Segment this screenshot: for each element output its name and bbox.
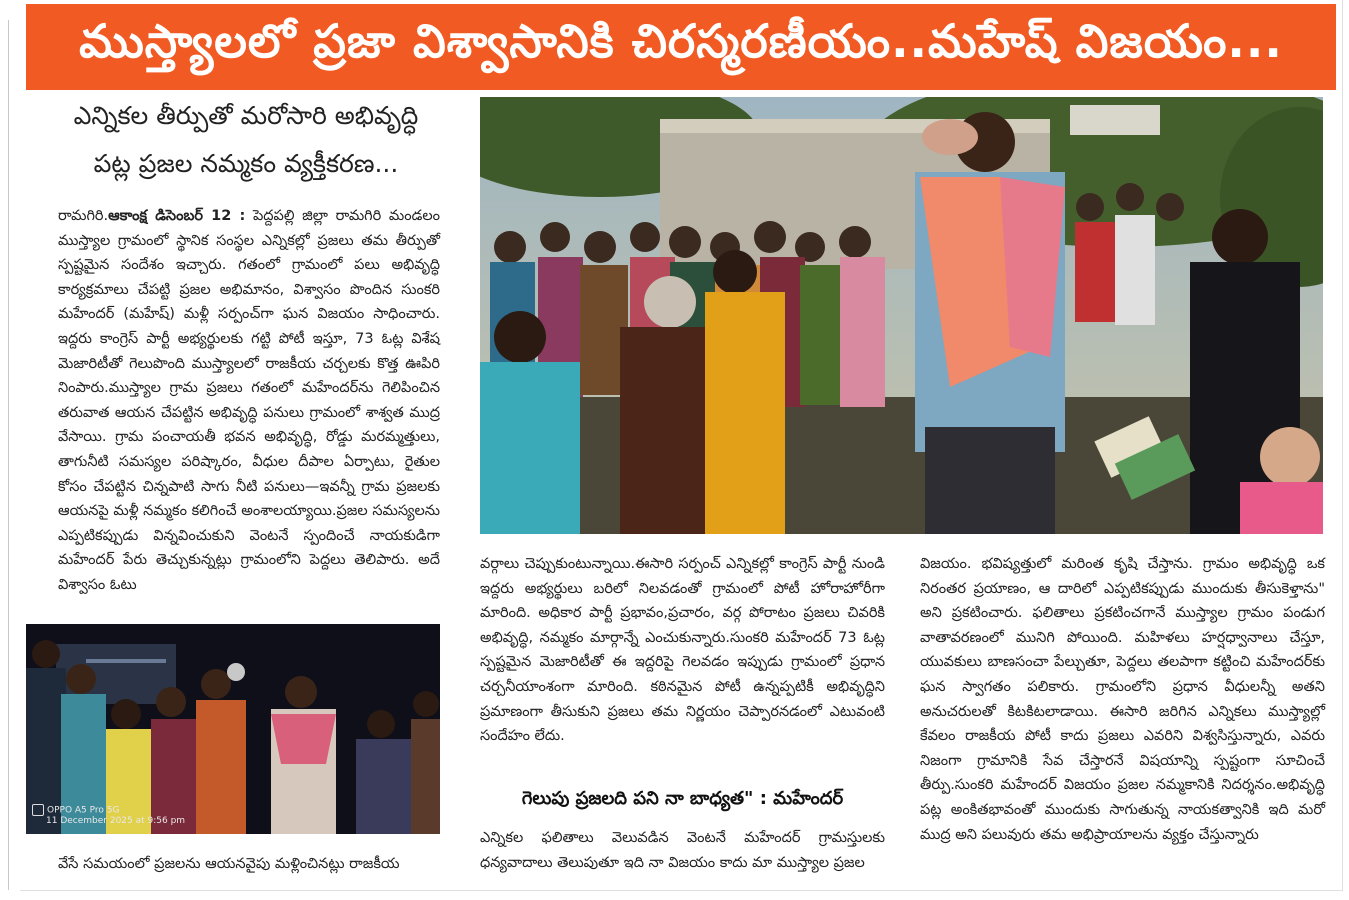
headline-banner [26,4,1336,90]
article-column-1-text: పెద్దపల్లి జిల్లా రామగిరి మండలం ముస్త్యాల గ్రామంలో స్థానిక సంస్థల ఎన్నికల్లో ప్రజలు తమ తీర్పుతో స్పష్టమైన సందేశం ఇచ్చారు. గతంలో గ్రామంలో పలు అభివృద్ధి కార్యక్రమాలు చేపట్టి ప్రజల అభిమానం, విశ్వాసం పొందిన సుంకరి మహేందర్ (మహేష్) మళ్లీ సర్పంచ్‌గా ఘన విజయం సాధించారు. ఇద్దరు కాంగ్రెస్ పార్టీ అభ్యర్థులకు గట్టి పోటీ ఇస్తూ, 73 ఓట్ల విశేష మెజారిటీతో గెలుపొంది ముస్త్యాలలో రాజకీయ చర్చలకు కొత్త ఊపిరి నింపారు.ముస్త్యాల గ్రామ ప్రజలు గతంలో మహేందర్‌ను గెలిపించిన తరువాత ఆయన చేపట్టిన అభివృద్ధి పనులు గ్రామంలో శాశ్వత ముద్ర వేసాయి. గ్రామ పంచాయతీ భవన అభివృద్ధి, రోడ్డు మరమ్మత్తులు, తాగునీటి సమస్యల పరిష్కారం, వీధుల దీపాల ఏర్పాటు, రైతుల కోసం చేపట్టిన చిన్నపాటి సాగు నీటి పనులు—ఇవన్నీ గ్రామ ప్రజలకు ఆయనపై మళ్లీ నమ్మకం కలిగించే అంశాలయ్యాయి.ప్రజల సమస్యలను ఎప్పటికప్పుడు విన్నవించుకుని వెంటనే స్పందించే నాయకుడిగా మహేందర్ పేరు తెచ్చుకున్నట్లు గ్రామంలోని పెద్దలు తెలిపారు. అదే విశ్వాసం ఓటు [58,208,440,593]
article-column-3: విజయం. భవిష్యత్తులో మరింత కృషి చేస్తాను. గ్రామం అభివృద్ధి ఒక నిరంతర ప్రయాణం, ఆ దారిలో ఎప్పటికప్పుడు ముందుకు తీసుకెళ్తాను" అని ప్రకటించారు. ఫలితాలు ప్రకటించగానే ముస్త్యాల గ్రామం పండుగ వాతావరణంలో మునిగి పోయింది. మహిళలు హర్షధ్వానాలు చేస్తూ, యువకులు బాణసంచా పేల్చుతూ, పెద్దలు తలపాగా కట్టించి మహేందర్‌కు ఘన స్వాగతం పలికారు. గ్రామంలోని ప్రధాన వీధులన్నీ అతని అనుచరులతో కిటకిటలాడాయి. ఈసారి జరిగిన ఎన్నికలు ముస్త్యాల్లో కేవలం రాజకీయ పోటీ కాదు ప్రజలు ఎవరిని విశ్వసిస్తున్నారు, ఎవరు నిజంగా గ్రామానికి సేవ చేస్తారనే విషయాన్ని స్పష్టంగా సూచించే తీర్పు.సుంకరి మహేందర్ విజయం ప్రజల నమ్మకానికి నిదర్శనం.అభివృద్ధి పట్ల అంకితభావంతో ముందుకు సాగుతున్న నాయకత్వానికి ఇది మరో ముద్ర అని పలువురు తమ అభిప్రాయాలను వ్యక్తం చేస్తున్నారు [920,556,1325,843]
dateline-place: రామగిరి. [58,208,109,224]
night-photo-illustration [26,624,440,834]
article-column-1-continued: వేసే సమయంలో ప్రజలను ఆయనవైపు మళ్లించినట్లు రాజకీయ [58,856,400,872]
dateline: ఆకాంక్ష డిసెంబర్ 12 : [108,208,246,224]
article-column-1 [58,204,440,598]
night-celebration-photo [26,624,440,834]
article-column-2: వర్గాలు చెప్పుకుంటున్నాయి.ఈసారి సర్పంచ్ ఎన్నికల్లో కాంగ్రెస్ పార్టీ నుండి ఇద్దరు అభ్యర్థులు బరిలో నిలవడంతో గ్రామంలో పోటీ హోరాహోరీగా మారింది. అధికార పార్టీ ప్రభావం,ప్రచారం, వర్గ పోరాటం ప్రజలు చివరికి అభివృద్ధి, నమ్మకం మార్గాన్నే ఎంచుకున్నారు.సుంకరి మహేందర్ 73 ఓట్ల స్పష్టమైన మెజారిటీతో ఈ ఇద్దరిపై గెలవడం ఇప్పుడు గ్రామంలో ప్రధాన చర్చనీయాంశంగా మారింది. కఠినమైన పోటీ ఉన్నప్పటికీ అభివృద్ధిని ప్రమాణంగా తీసుకుని ప్రజలు తమ నిర్ణయం చెప్పారనడంలో ఎటువంటి సందేహం లేదు. [480,556,885,745]
crowd-photo [480,97,1323,534]
crowd-photo-illustration [480,97,1323,534]
camera-watermark-icon [32,804,44,816]
camera-watermark [32,804,185,826]
subheadline-line-1: ఎన్నికల తీర్పుతో మరోసారి అభివృద్ధి [73,101,419,130]
photo-timestamp: 11 December 2025 at 9:56 pm [46,816,186,826]
quote-subheading: గెలుపు ప్రజలది పని నా బాధ్యత" : మహేందర్ [521,788,844,809]
subheadline [36,92,456,188]
camera-model: OPPO A5 Pro 5G [47,805,120,816]
subheadline-line-2: పట్ల ప్రజల నమ్మకం వ్యక్తీకరణ... [93,149,399,178]
page-left-rule [8,20,9,890]
article-column-2-continued: ఎన్నికల ఫలితాలు వెలువడిన వెంటనే మహేందర్ గ్రామస్తులకు ధన్యవాదాలు తెలుపుతూ ఇది నా విజయం కాదు మా ముస్త్యాల ప్రజల [480,830,885,871]
headline-text: ముస్త్యాలలో ప్రజా విశ్వాసానికి చిరస్మరణీయం..మహేష్ విజయం... [79,14,1283,68]
